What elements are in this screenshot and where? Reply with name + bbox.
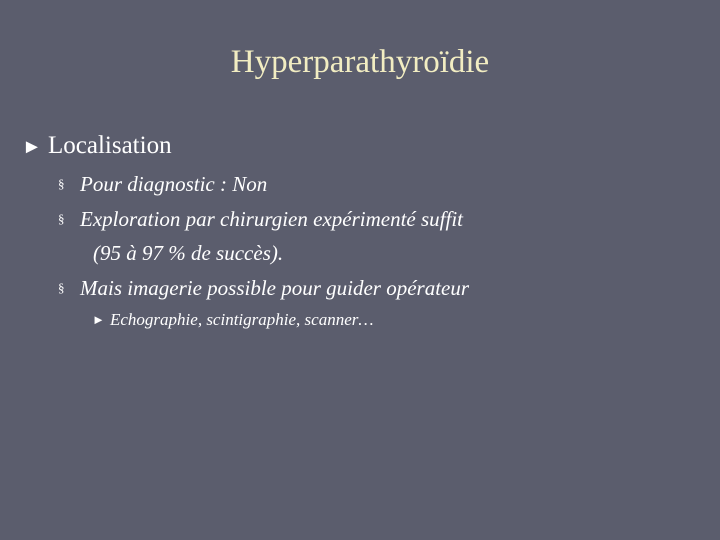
arrow-bullet-icon: ► xyxy=(22,136,42,158)
bullet-localisation xyxy=(22,132,172,160)
bullet-text: Mais imagerie possible pour guider opérateur xyxy=(80,276,470,300)
bullet-text: Pour diagnostic : Non xyxy=(80,172,268,196)
slide-title: Hyperparathyroïdie xyxy=(230,44,490,80)
section-bullet-icon: § xyxy=(58,280,65,295)
sub-bullet-imagerie xyxy=(58,276,469,301)
arrow-bullet-icon: ► xyxy=(92,312,105,327)
section-bullet-icon: § xyxy=(58,176,65,191)
sub-bullet-diagnostic xyxy=(58,172,267,197)
bullet-text: Exploration par chirurgien expérimenté suffit xyxy=(80,207,463,231)
section-bullet-icon: § xyxy=(58,211,65,226)
sub-sub-bullet-imaging-methods xyxy=(92,310,373,330)
bullet-text: Echographie, scintigraphie, scanner… xyxy=(110,310,374,329)
sub-bullet-exploration-continuation: (95 à 97 % de succès). xyxy=(93,241,284,265)
sub-bullet-exploration xyxy=(58,207,463,232)
bullet-text: Localisation xyxy=(48,132,172,159)
